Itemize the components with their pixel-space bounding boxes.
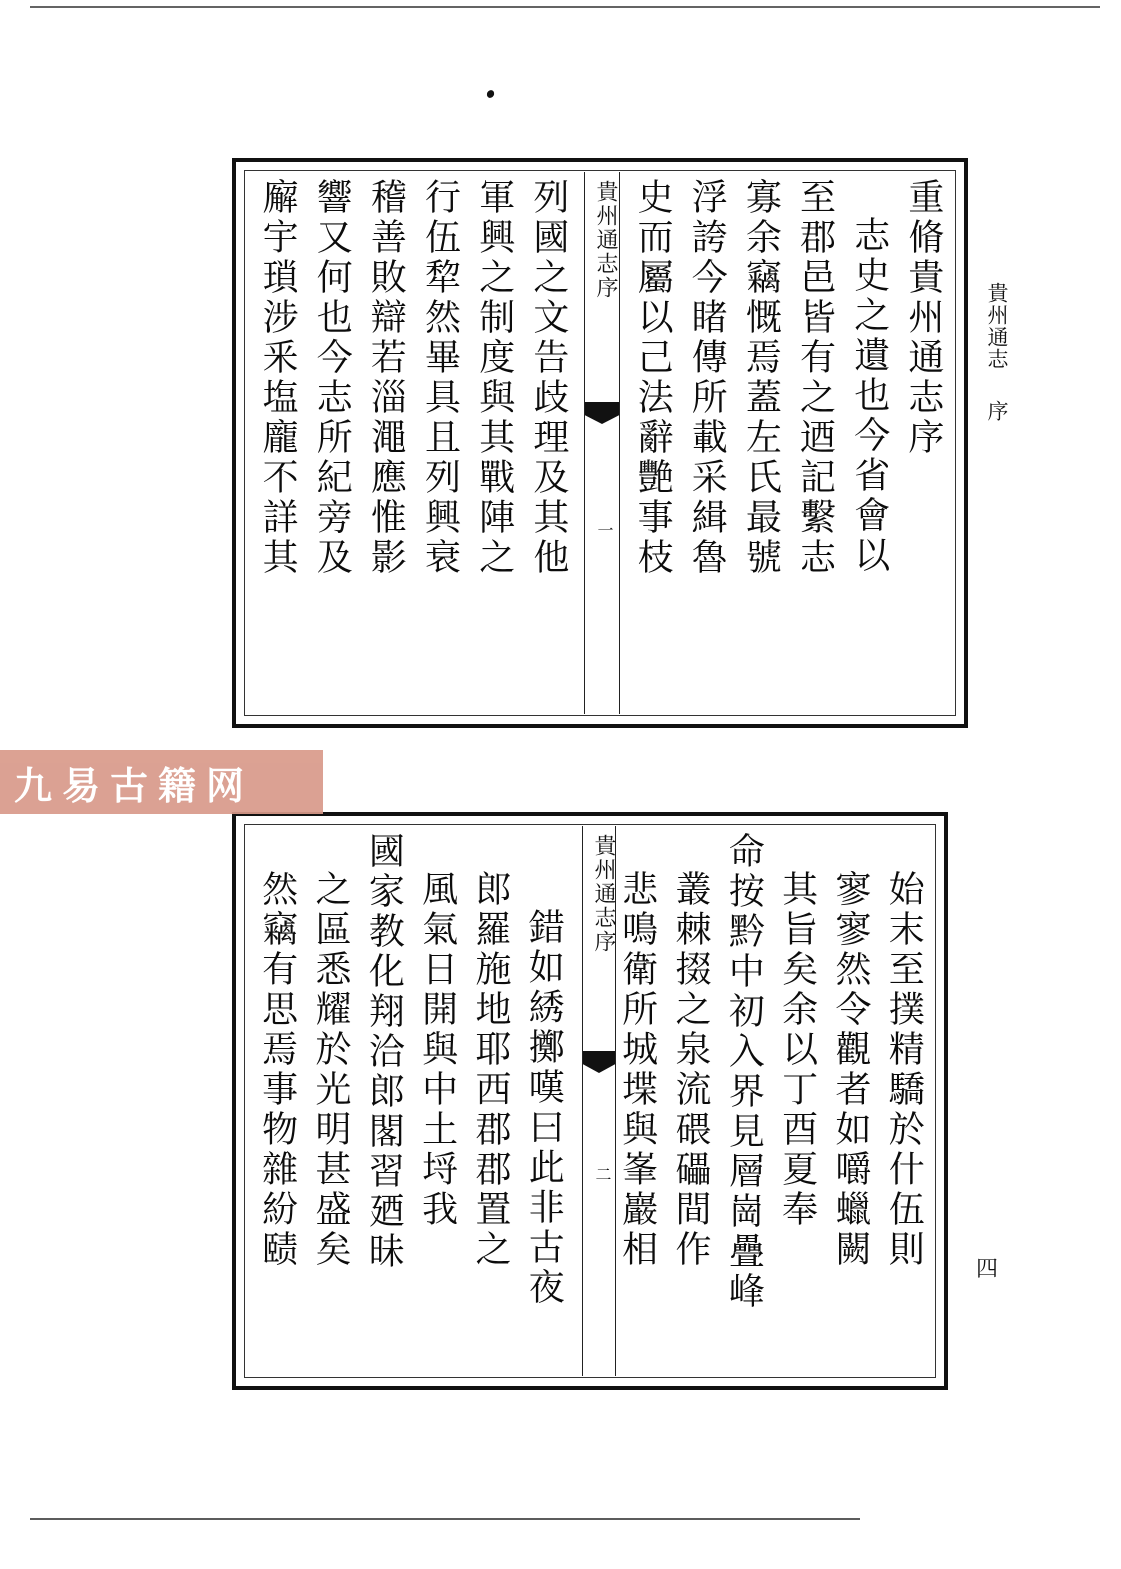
scan-top-edge (30, 6, 1100, 8)
left-leaf-text (250, 174, 575, 712)
fish-tail-mark (585, 402, 619, 424)
center-fold-column (584, 172, 620, 714)
text-column: 響又何也今志所紀旁及 (311, 178, 353, 578)
text-column: 行伍犂然畢具且列興衰 (419, 178, 461, 578)
watermark-banner (0, 750, 323, 814)
text-column: 寥寥然令觀者如嚼蠟闕 (829, 870, 871, 1270)
text-column: 國家教化翔洽郎閣習廼昧 (363, 832, 405, 1272)
text-column: 錯如綉擲嘆曰此非古夜 (523, 908, 565, 1308)
leaf-number: 一 (595, 522, 614, 538)
text-column: 其旨矣余以丁酉夏奉 (776, 870, 818, 1230)
leaf-number: 二 (593, 1166, 612, 1182)
book-spread-lower (232, 812, 948, 1390)
page-number: 四 (976, 1257, 999, 1282)
running-header-title: 貴州通志 (985, 282, 1009, 370)
right-leaf-text (625, 174, 950, 712)
fish-tail-mark (583, 1051, 615, 1073)
text-column: 之區悉耀於光明甚盛矣 (309, 870, 351, 1270)
text-column: 叢棘掇之泉流碨礧間作 (669, 870, 711, 1270)
fold-title: 貴州通志序 (593, 180, 618, 300)
text-column: 寡余竊慨焉蓋左氏最號 (740, 178, 782, 578)
text-column: 稽善敗辯若淄澠應惟影 (365, 178, 407, 578)
text-column: 至郡邑皆有之迺記繫志 (794, 178, 836, 578)
text-column: 史而屬以己法辭艷事枝 (632, 178, 674, 578)
text-column: 郎羅施地耶西郡郡置之 (469, 870, 511, 1270)
running-header-section: 序 (985, 400, 1009, 422)
watermark-text: 九易古籍网 (14, 763, 255, 808)
heading-column: 重脩貴州通志序 (902, 178, 944, 458)
text-column: 軍興之制度與其戰陣之 (473, 178, 515, 578)
text-column: 列國之文告歧理及其他 (527, 178, 569, 578)
text-column: 悲鳴衛所城堞與峯巖相 (616, 870, 658, 1270)
text-column: 浮誇今睹傳所載采緝魯 (686, 178, 728, 578)
ink-speck (485, 89, 495, 99)
text-column: 始末至撲精驕於什伍則 (883, 870, 925, 1270)
text-column: 命按黔中初入界見層崗疊峰 (723, 832, 765, 1312)
left-leaf-text (250, 828, 570, 1374)
running-header (982, 282, 1012, 422)
right-leaf-text (610, 828, 930, 1374)
text-column: 風氣日開與中土埒我 (416, 870, 458, 1230)
center-fold-column (582, 826, 616, 1376)
text-column: 廨宇瑣涉釆塩龐不詳其 (257, 178, 299, 578)
fold-title: 貴州通志序 (591, 834, 616, 954)
book-spread-upper (232, 158, 968, 728)
scan-bottom-edge (30, 1518, 860, 1520)
text-column: 志史之遺也今省會以 (848, 216, 890, 576)
text-column: 然竊有思焉事物雜紛赜 (256, 870, 298, 1270)
